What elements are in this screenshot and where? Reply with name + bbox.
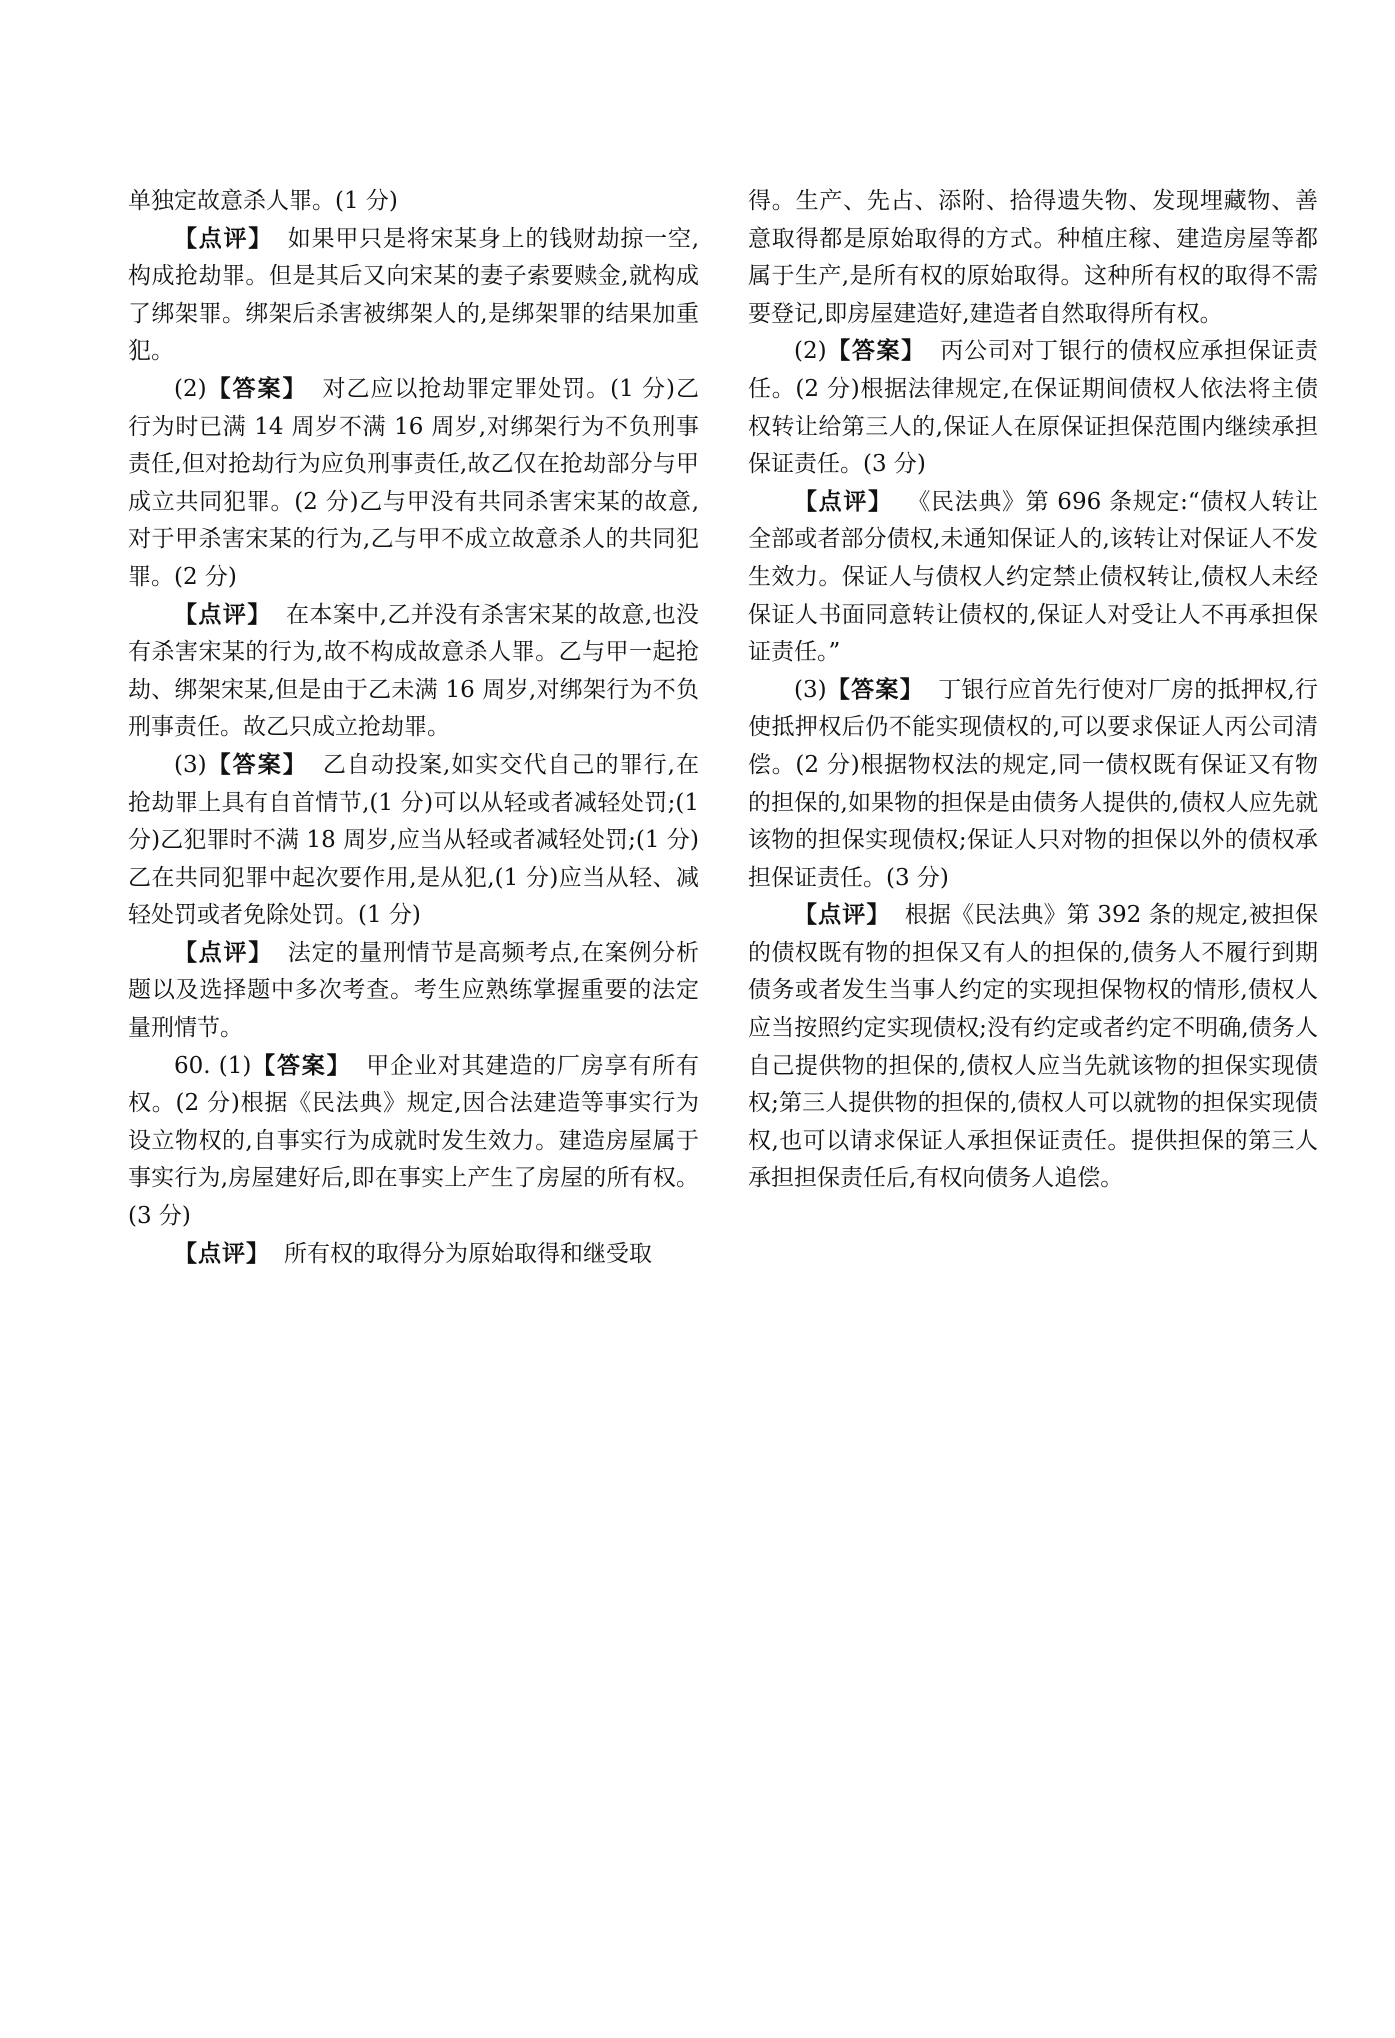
paragraph-text: 单独定故意杀人罪。(1 分) — [128, 188, 398, 214]
item-number: (2) — [794, 338, 827, 365]
paragraph — [128, 935, 699, 1048]
answer-tag: 【答案】 — [206, 375, 308, 402]
item-number: 60. (1) — [174, 1052, 252, 1079]
comment-tag: 【点评】 — [794, 902, 891, 929]
comment-tag: 【点评】 — [794, 488, 893, 515]
paragraph-text: 丙公司对丁银行的债权应承担保证责任。(2 分)根据法律规定,在保证期间债权人依法将主债权转让给第三人的,保证人在原保证担保范围内继续承担保证责任。(3 分) — [748, 338, 1319, 478]
item-number: (2) — [174, 375, 207, 402]
answer-tag: 【答案】 — [251, 1052, 352, 1079]
right-column — [748, 183, 1318, 1198]
answer-tag: 【答案】 — [826, 338, 926, 365]
paragraph-text: 根据《民法典》第 392 条的规定,被担保的债权既有物的担保又有人的担保的,债务人不履行到期债务或者发生当事人约定的实现担保物权的情形,债权人应当按照约定实现债权;没有约定或者约定不明确,债务人自己提供物的担保的,债权人应当先就该物的担保实现债权;第三人提供物的担保的,债权人可以就物的担保实现债权,也可以请求保证人承担保证责任。提供担保的第三人承担担保责任后,有权向债务人追偿。 — [748, 902, 1318, 1192]
paragraph — [128, 747, 699, 935]
item-number: (3) — [794, 676, 827, 703]
paragraph-text: 乙自动投案,如实交代自己的罪行,在抢劫罪上具有自首情节,(1 分)可以从轻或者减轻处罚;(1 分)乙犯罪时不满 18 周岁,应当从轻或者减轻处罚;(1 分)乙在共同犯罪中起次要作用,是从犯,(1 分)应当从轻、减轻处罚或者免除处罚。(1 分) — [128, 751, 700, 929]
comment-tag: 【点评】 — [174, 1240, 270, 1267]
paragraph — [748, 183, 1318, 333]
item-number: (3) — [174, 751, 207, 778]
paragraph — [128, 371, 699, 597]
paragraph — [748, 333, 1318, 483]
paragraph-text: 《民法典》第 696 条规定:“债权人转让全部或者部分债权,未通知保证人的,该转让对保证人不发生效力。保证人与债权人约定禁止债权转让,债权人未经保证人书面同意转让债权的,保证人对受让人不再承担保证责任。” — [748, 488, 1319, 666]
answer-tag: 【答案】 — [826, 676, 924, 703]
paragraph-text: 所有权的取得分为原始取得和继受取 — [284, 1240, 652, 1267]
comment-tag: 【点评】 — [174, 601, 272, 628]
answer-tag: 【答案】 — [206, 751, 308, 778]
paragraph-text: 丁银行应首先行使对厂房的抵押权,行使抵押权后仍不能实现债权的,可以要求保证人丙公司清偿。(2 分)根据物权法的规定,同一债权既有保证又有物的担保的,如果物的担保是由债务人提供的,债权人应先就该物的担保实现债权;保证人只对物的担保以外的债权承担保证责任。(3 分) — [748, 676, 1319, 891]
comment-tag: 【点评】 — [174, 225, 274, 252]
paragraph-text: 对乙应以抢劫罪定罪处罚。(1 分)乙行为时已满 14 周岁不满 16 周岁,对绑架行为不负刑事责任,但对抢劫行为应负刑事责任,故乙仅在抢劫部分与甲成立共同犯罪。(2 分)乙与甲没有共同杀害宋某的故意,对于甲杀害宋某的行为,乙与甲不成立故意杀人的共同犯罪。(2 分) — [128, 375, 700, 590]
paragraph — [128, 183, 699, 221]
left-column — [128, 183, 699, 1273]
paragraph — [748, 484, 1318, 672]
paragraph — [128, 221, 699, 371]
paragraph — [748, 897, 1318, 1198]
paragraph-text: 在本案中,乙并没有杀害宋某的故意,也没有杀害宋某的行为,故不构成故意杀人罪。乙与甲一起抢劫、绑架宋某,但是由于乙未满 16 周岁,对绑架行为不负刑事责任。故乙只成立抢劫罪。 — [128, 601, 700, 741]
paragraph-text: 如果甲只是将宋某身上的钱财劫掠一空,构成抢劫罪。但是其后又向宋某的妻子索要赎金,就构成了绑架罪。绑架后杀害被绑架人的,是绑架罪的结果加重犯。 — [128, 225, 700, 365]
paragraph-text: 法定的量刑情节是高频考点,在案例分析题以及选择题中多次考查。考生应熟练掌握重要的法定量刑情节。 — [128, 939, 700, 1042]
comment-tag: 【点评】 — [174, 939, 274, 966]
paragraph-text: 甲企业对其建造的厂房享有所有权。(2 分)根据《民法典》规定,因合法建造等事实行为设立物权的,自事实行为成就时发生效力。建造房屋属于事实行为,房屋建好后,即在事实上产生了房屋的所有权。(3 分) — [128, 1052, 700, 1230]
paragraph — [748, 672, 1318, 898]
paragraph-text: 得。生产、先占、添附、拾得遗失物、发现埋藏物、善意取得都是原始取得的方式。种植庄稼、建造房屋等都属于生产,是所有权的原始取得。这种所有权的取得不需要登记,即房屋建造好,建造者自然取得所有权。 — [748, 188, 1318, 327]
paragraph — [128, 1236, 699, 1274]
paragraph — [128, 597, 699, 747]
paragraph — [128, 1048, 699, 1236]
